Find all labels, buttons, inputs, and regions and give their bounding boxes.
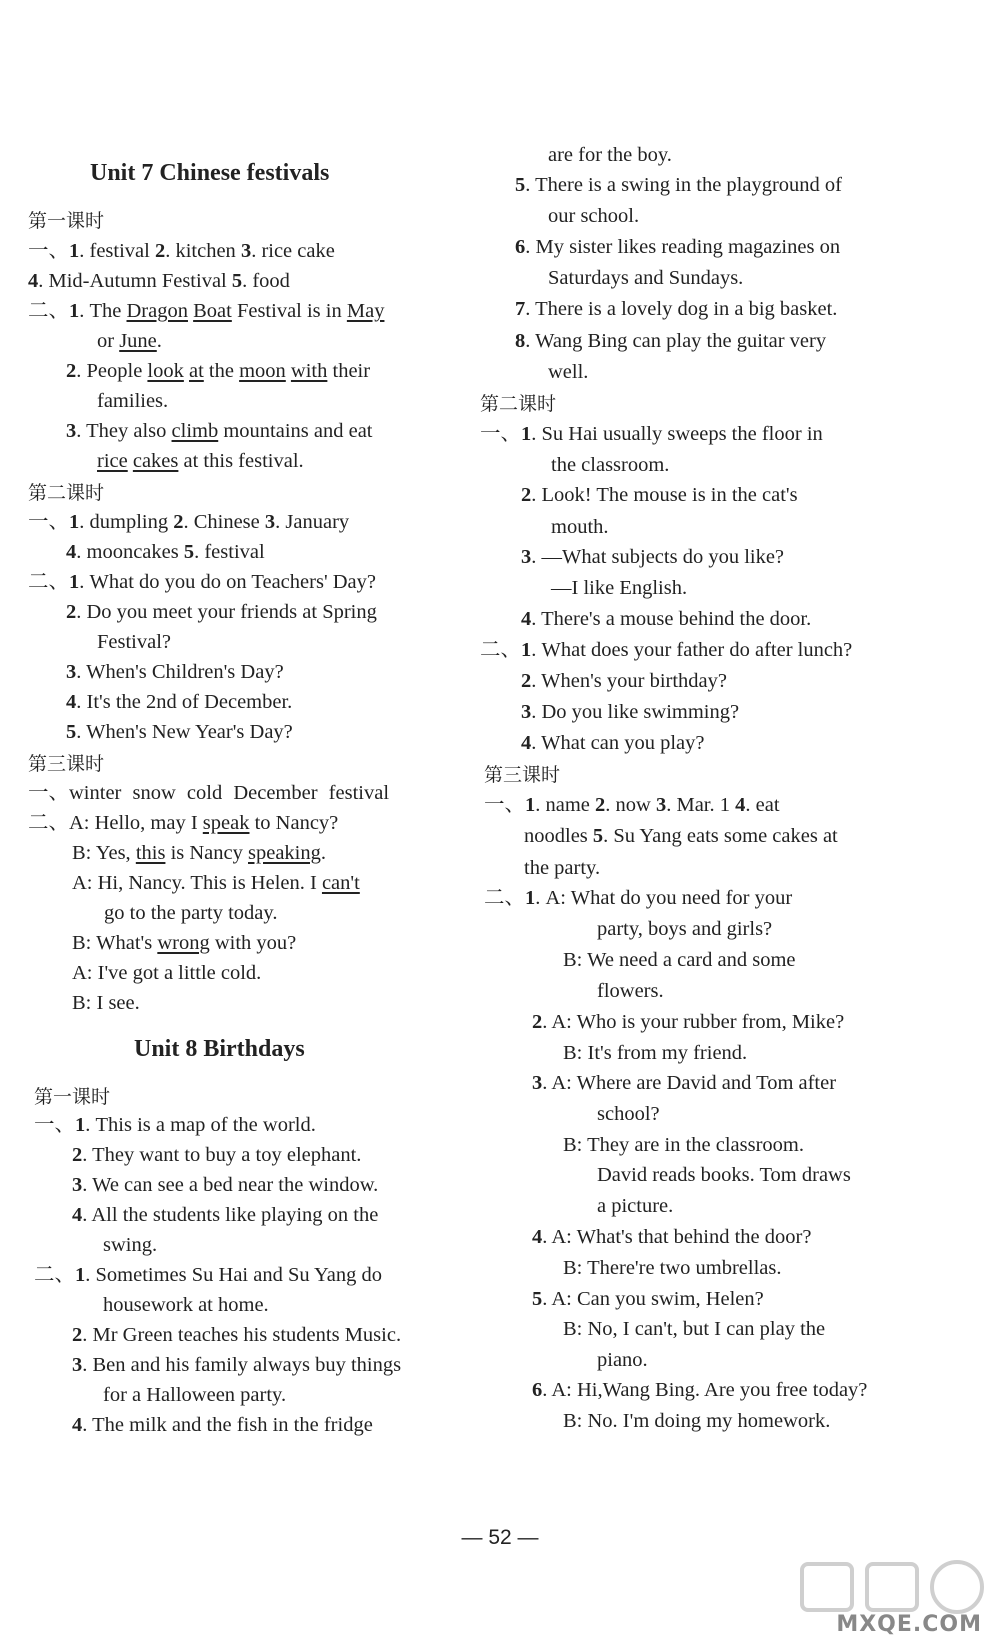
- u8-l3-line1: 一、1. name 2. now 3. Mar. 1 4. eat: [484, 794, 780, 816]
- watermark-glyph-2: [867, 1564, 917, 1610]
- u7-l2-s2-line5: 4. It's the 2nd of December.: [66, 691, 293, 713]
- u8-l1-line2: 2. They want to buy a toy elephant.: [72, 1144, 362, 1166]
- u8-l1-cont-line7: 8. Wang Bing can play the guitar very: [515, 330, 827, 352]
- u8-l1-cont-line4: 6. My sister likes reading magazines on: [515, 236, 841, 258]
- u8-l3-line12: B: They are in the classroom.: [563, 1134, 805, 1156]
- u8-l1-cont-line2: 5. There is a swing in the playground of: [515, 174, 842, 196]
- u8-l1-line5: swing.: [103, 1234, 158, 1256]
- u8-l1-line9: 3. Ben and his family always buy things: [72, 1354, 402, 1376]
- u7-l2-s2-line6: 5. When's New Year's Day?: [66, 721, 293, 743]
- u8-l2-line9: 2. When's your birthday?: [521, 670, 727, 692]
- u7-l1-s2-line4: families.: [97, 390, 169, 412]
- u8-l3-line19: piano.: [597, 1349, 648, 1371]
- u8-l2-line10: 3. Do you like swimming?: [521, 701, 740, 723]
- u7-l3-s1: 一、winter snow cold December festival: [28, 782, 390, 804]
- u8-l2-line11: 4. What can you play?: [521, 732, 705, 754]
- u8-l2-line3: 2. Look! The mouse is in the cat's: [521, 484, 798, 506]
- u7-l2-s2-line3: Festival?: [97, 631, 172, 653]
- u8-l3-line10: 3. A: Where are David and Tom after: [532, 1072, 837, 1094]
- watermark-glyph-3: [932, 1562, 982, 1612]
- u8-l3-line11: school?: [597, 1103, 660, 1125]
- u8-l1-cont-line5: Saturdays and Sundays.: [548, 267, 744, 289]
- page-number: — 52 —: [461, 1526, 539, 1549]
- u8-l3-line9: B: It's from my friend.: [563, 1042, 748, 1064]
- u7-l3-s2-line3: A: Hi, Nancy. This is Helen. I can't: [72, 872, 360, 894]
- u8-l1-line1: 一、1. This is a map of the world.: [34, 1114, 316, 1136]
- u7-l3-s2-line7: B: I see.: [72, 992, 140, 1014]
- u8-l1-line4: 4. All the students like playing on the: [72, 1204, 379, 1226]
- u8-l1-line6: 二、1. Sometimes Su Hai and Su Yang do: [34, 1264, 382, 1286]
- u7-l2-s1-line2: 4. mooncakes 5. festival: [66, 541, 265, 563]
- unit7-title: Unit 7 Chinese festivals: [90, 160, 330, 186]
- u7-l3-s2-line1: 二、A: Hello, may I speak to Nancy?: [28, 812, 339, 834]
- u8-l1-line8: 2. Mr Green teaches his students Music.: [72, 1324, 402, 1346]
- u8-l3-line13: David reads books. Tom draws: [597, 1164, 851, 1186]
- u8-l3-line4: 二、1. A: What do you need for your: [484, 887, 793, 909]
- u8-l1-cont-line1: are for the boy.: [548, 144, 672, 166]
- u7-l3-s2-line6: A: I've got a little cold.: [72, 962, 262, 984]
- u8-l2-line7: 4. There's a mouse behind the door.: [521, 608, 812, 630]
- u7-l3-s2-line2: B: Yes, this is Nancy speaking.: [72, 842, 326, 864]
- watermark-glyph-1: [802, 1564, 852, 1610]
- u8-l2-line2: the classroom.: [551, 454, 670, 476]
- u8-l3-line6: B: We need a card and some: [563, 949, 796, 971]
- u7-l2-s1-line1: 一、1. dumpling 2. Chinese 3. January: [28, 511, 350, 533]
- u8-l1-cont-line8: well.: [548, 361, 589, 383]
- u8-l3-line14: a picture.: [597, 1195, 674, 1217]
- u8-l2-line6: —I like English.: [551, 577, 688, 599]
- u7-l1-s1-line2: 4. Mid-Autumn Festival 5. food: [28, 270, 290, 292]
- u7-lesson2-title: 第二课时: [28, 482, 105, 504]
- u7-lesson3-title: 第三课时: [28, 753, 105, 775]
- u7-l3-s2-line5: B: What's wrong with you?: [72, 932, 297, 954]
- u7-l1-s2-line5: 3. They also climb mountains and eat: [66, 420, 373, 442]
- u8-l1-line11: 4. The milk and the fish in the fridge: [72, 1414, 373, 1436]
- u7-l1-s2-line1: 二、1. The Dragon Boat Festival is in May: [28, 300, 385, 322]
- u8-l3-line3: the party.: [524, 857, 601, 879]
- u8-l3-line8: 2. A: Who is your rubber from, Mike?: [532, 1011, 845, 1033]
- u7-l2-s2-line4: 3. When's Children's Day?: [66, 661, 284, 683]
- u8-lesson1-title: 第一课时: [34, 1086, 111, 1108]
- u7-l1-s2-line6: rice cakes at this festival.: [97, 450, 304, 472]
- u8-l3-line15: 4. A: What's that behind the door?: [532, 1226, 812, 1248]
- u8-l3-line21: B: No. I'm doing my homework.: [563, 1410, 831, 1432]
- u8-l1-cont-line6: 7. There is a lovely dog in a big basket.: [515, 298, 838, 320]
- u7-l1-s2-line2: or June.: [97, 330, 162, 352]
- u7-l3-s2-line4: go to the party today.: [104, 902, 278, 924]
- u8-l3-line2: noodles 5. Su Yang eats some cakes at: [524, 825, 838, 847]
- u8-l1-line10: for a Halloween party.: [103, 1384, 287, 1406]
- u8-l3-line18: B: No, I can't, but I can play the: [563, 1318, 826, 1340]
- u8-l3-line16: B: There're two umbrellas.: [563, 1257, 782, 1279]
- u8-l2-line5: 3. —What subjects do you like?: [521, 546, 785, 568]
- u7-l1-s1-line1: 一、1. festival 2. kitchen 3. rice cake: [28, 240, 335, 262]
- watermark-text: MXQE.COM: [836, 1612, 982, 1637]
- u8-l3-line17: 5. A: Can you swim, Helen?: [532, 1288, 764, 1310]
- u8-l1-line3: 3. We can see a bed near the window.: [72, 1174, 379, 1196]
- u8-l2-line1: 一、1. Su Hai usually sweeps the floor in: [480, 423, 823, 445]
- u8-lesson2-title: 第二课时: [480, 393, 557, 415]
- u8-l3-line5: party, boys and girls?: [597, 918, 773, 940]
- u7-l2-s2-line2: 2. Do you meet your friends at Spring: [66, 601, 377, 623]
- u8-l3-line7: flowers.: [597, 980, 664, 1002]
- u8-l1-line7: housework at home.: [103, 1294, 269, 1316]
- u7-lesson1-title: 第一课时: [28, 210, 105, 232]
- u8-l2-line8: 二、1. What does your father do after lunch?: [480, 639, 853, 661]
- u8-l2-line4: mouth.: [551, 516, 609, 538]
- u8-lesson3-title: 第三课时: [484, 764, 561, 786]
- u8-l1-cont-line3: our school.: [548, 205, 640, 227]
- u7-l1-s2-line3: 2. People look at the moon with their: [66, 360, 371, 382]
- u7-l2-s2-line1: 二、1. What do you do on Teachers' Day?: [28, 571, 377, 593]
- u8-l3-line20: 6. A: Hi,Wang Bing. Are you free today?: [532, 1379, 868, 1401]
- unit8-title: Unit 8 Birthdays: [134, 1036, 305, 1062]
